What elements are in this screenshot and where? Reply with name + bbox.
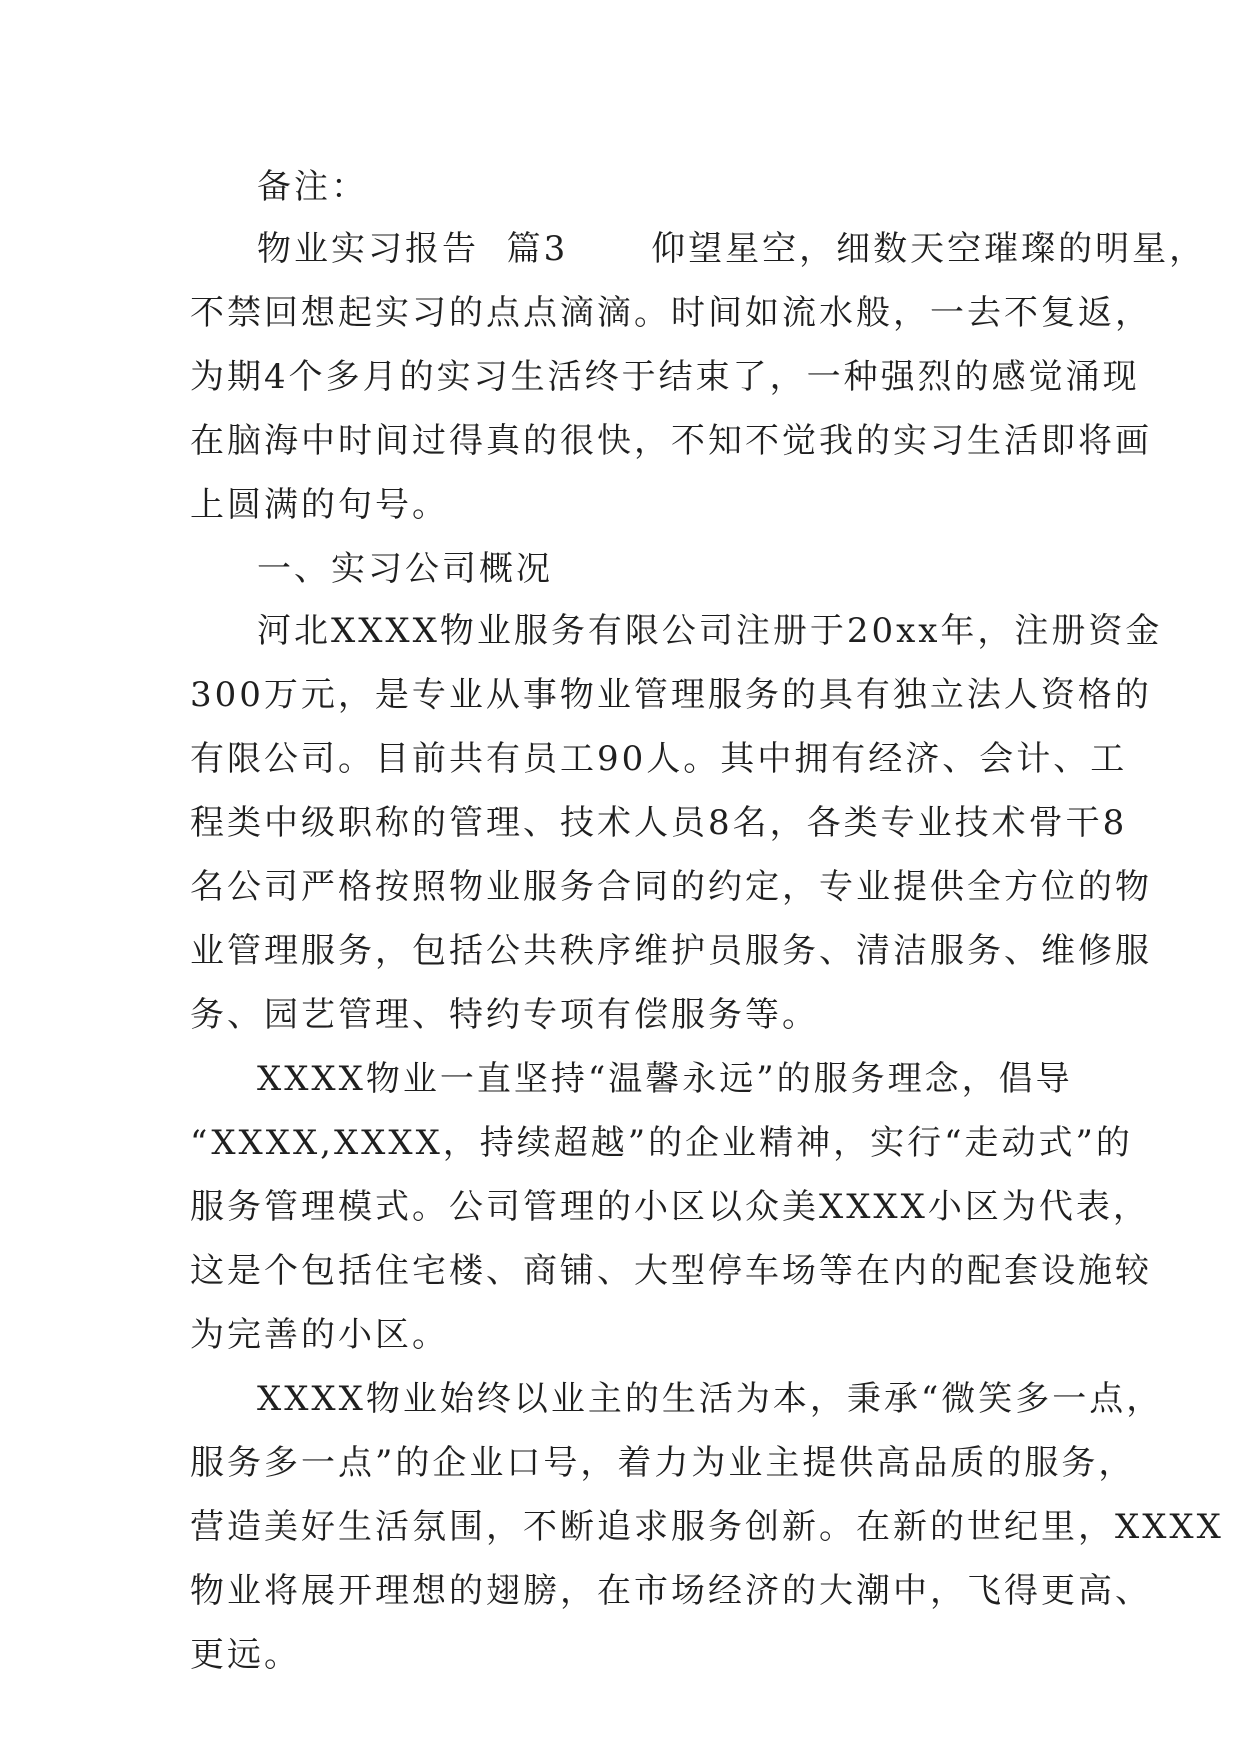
paragraph-line: 300万元，是专业从事物业管理服务的具有独立法人资格的 xyxy=(190,675,1152,715)
paragraph-line: 在脑海中时间过得真的很快，不知不觉我的实习生活即将画 xyxy=(190,421,1152,461)
paragraph-line: 为完善的小区。 xyxy=(190,1315,449,1355)
paragraph-line: 服务多一点”的企业口号，着力为业主提供高品质的服务， xyxy=(190,1443,1136,1483)
paragraph-line: 河北XXXX物业服务有限公司注册于20xx年，注册资金 xyxy=(257,611,1163,651)
paragraph-line: 务、园艺管理、特约专项有偿服务等。 xyxy=(190,995,819,1035)
paragraph-line: 这是个包括住宅楼、商铺、大型停车场等在内的配套设施较 xyxy=(190,1251,1152,1291)
paragraph-line: “XXXX,XXXX，持续超越”的企业精神，实行“走动式”的 xyxy=(190,1123,1133,1163)
paragraph-line: 物业将展开理想的翅膀，在市场经济的大潮中，飞得更高、 xyxy=(190,1571,1152,1611)
paragraph-line: XXXX物业一直坚持“温馨永远”的服务理念，倡导 xyxy=(257,1059,1073,1099)
paragraph-line: 服务管理模式。公司管理的小区以众美XXXX小区为代表， xyxy=(190,1187,1150,1227)
paragraph-line: 业管理服务，包括公共秩序维护员服务、清洁服务、维修服 xyxy=(190,931,1152,971)
subheading: 一、实习公司概况 xyxy=(257,549,553,589)
paragraph-line: XXXX物业始终以业主的生活为本，秉承“微笑多一点， xyxy=(257,1379,1164,1419)
paragraph-line: 程类中级职称的管理、技术人员8名，各类专业技术骨干8 xyxy=(190,803,1128,843)
paragraph-line: 营造美好生活氛围，不断追求服务创新。在新的世纪里，XXXX xyxy=(190,1507,1224,1547)
paragraph-line: 更远。 xyxy=(190,1635,301,1675)
paragraph-line: 上圆满的句号。 xyxy=(190,485,449,525)
paragraph-line: 名公司严格按照物业服务合同的约定，专业提供全方位的物 xyxy=(190,867,1152,907)
paragraph-line: 有限公司。目前共有员工90人。其中拥有经济、会计、工 xyxy=(190,739,1128,779)
note-label: 备注： xyxy=(257,167,368,207)
paragraph-line: 不禁回想起实习的点点滴滴。时间如流水般，一去不复返， xyxy=(190,293,1152,333)
paragraph-line: 为期4个多月的实习生活终于结束了，一种强烈的感觉涌现 xyxy=(190,357,1140,397)
section-heading-line: 物业实习报告 篇3 仰望星空，细数天空璀璨的明星， xyxy=(257,229,1207,269)
